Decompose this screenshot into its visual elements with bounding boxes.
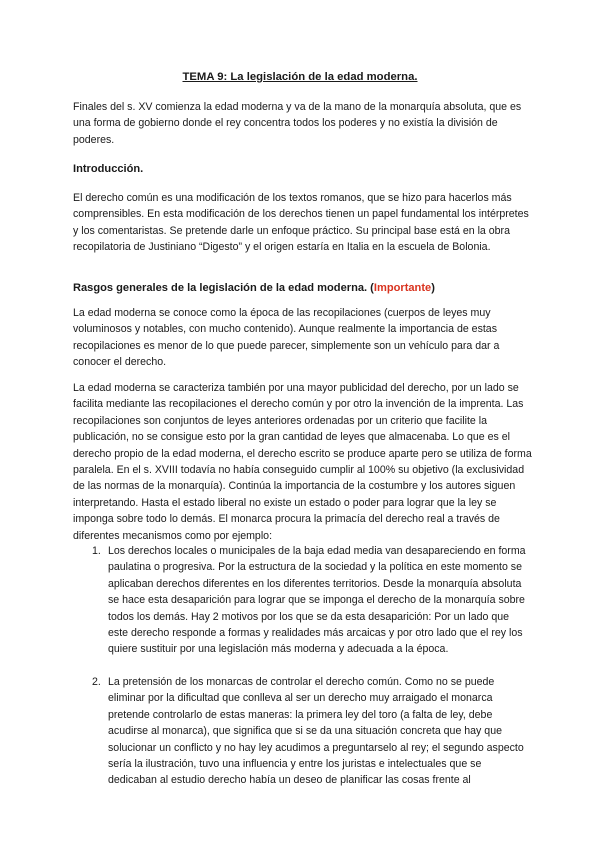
intro-paragraph: Finales del s. XV comienza la edad moderna y va de la mano de la monarquía absoluta, que es una forma de gobierno donde el rey concentra todos los poderes y no existía la división de poderes. (73, 101, 522, 146)
rasgos-heading-text: Rasgos generales de la legislación de la edad moderna. ( (73, 282, 374, 294)
rasgos-paragraph-2: La edad moderna se caracteriza también por una mayor publicidad del derecho, por un lado se facilita mediante las recopilaciones el derecho común y por otro la invención de la imprenta. Las recopilaciones son conjuntos de leyes anteriores ordenadas por un criterio que facilite la publicación, no se consigue esto por la gran cantidad de leyes que almacenaba. Lo que es el derecho propio de la edad moderna, el derecho escrito se produce aparte pero se utiliza de forma paralela. En el s. XVIII todavía no había conseguido cumplir al 100% su objetivo (la exclusividad de las normas de la monarquía). Continúa la importancia de la costumbre y los autores siguen interpretando. Hasta el estado liberal no existe un estado o poder para lograr que la ley se imponga sobre todo lo demás. El monarca procura la primacía del derecho real a través de diferentes mecanismos como por ejemplo: (73, 382, 532, 542)
rasgos-heading-close: ) (431, 282, 435, 294)
document-title: TEMA 9: La legislación de la edad moderna. (182, 71, 418, 83)
importante-label: Importante (373, 282, 432, 294)
list-item-text: Los derechos locales o municipales de la baja edad media van desapareciendo en forma paulatina o progresiva. Por la estructura de la sociedad y la política en este momento se aplicaban derechos diferentes en los diferentes territorios. Desde la monarquía absoluta se hace esta desaparición para lograr que se imponga el derecho de la monarquía sobre todos los demás. Hay 2 motivos por los que se da esta desaparición: Por un lado que este derecho responde a formas y realidades más arcaicas y por otro lado que el rey los quiere sustituir por una legislación más moderna y adecuada a la época. (108, 545, 526, 656)
list-item-text: La pretensión de los monarcas de controlar el derecho común. Como no se puede eliminar por la dificultad que conlleva al ser un derecho muy arraigado el monarca pretende controlarlo de estas maneras: la primera ley del toro (a falta de ley, debe acudirse al monarca), que significa que si se da una situación concreta que hay que solucionar un conflicto y no hay ley acudimos a preguntarselo al rey; el segundo aspecto sería la ilustración, tuvo una influencia y entre los juristas e intelectuales que se dedicaban al estudio derecho había un deseo de planificar las cosas frente al (108, 676, 524, 787)
rasgos-heading (73, 280, 535, 296)
list-item-number: 1. (92, 545, 101, 557)
introduccion-paragraph: El derecho común es una modificación de los textos romanos, que se hizo para hacerlos más comprensibles. En esta modificación de los derechos tienen un papel fundamental los intérpretes y los comentaristas. Se pretende darle un enfoque práctico. Su principal base está en la obra recopilatoria de Justiniano “Digesto” y el origen estaría en Italia en la escuela de Bolonia. (73, 192, 529, 254)
rasgos-paragraph-1: La edad moderna se conoce como la época de las recopilaciones (cuerpos de leyes muy voluminosos y notables, con mucho contenido). Aunque realmente la importancia de estas recopilaciones es menor de lo que puede parecer, simplemente son un vehículo para dar a conocer el derecho. (73, 307, 500, 369)
introduccion-heading: Introducción. (73, 163, 144, 175)
list-item-number: 2. (92, 676, 101, 688)
